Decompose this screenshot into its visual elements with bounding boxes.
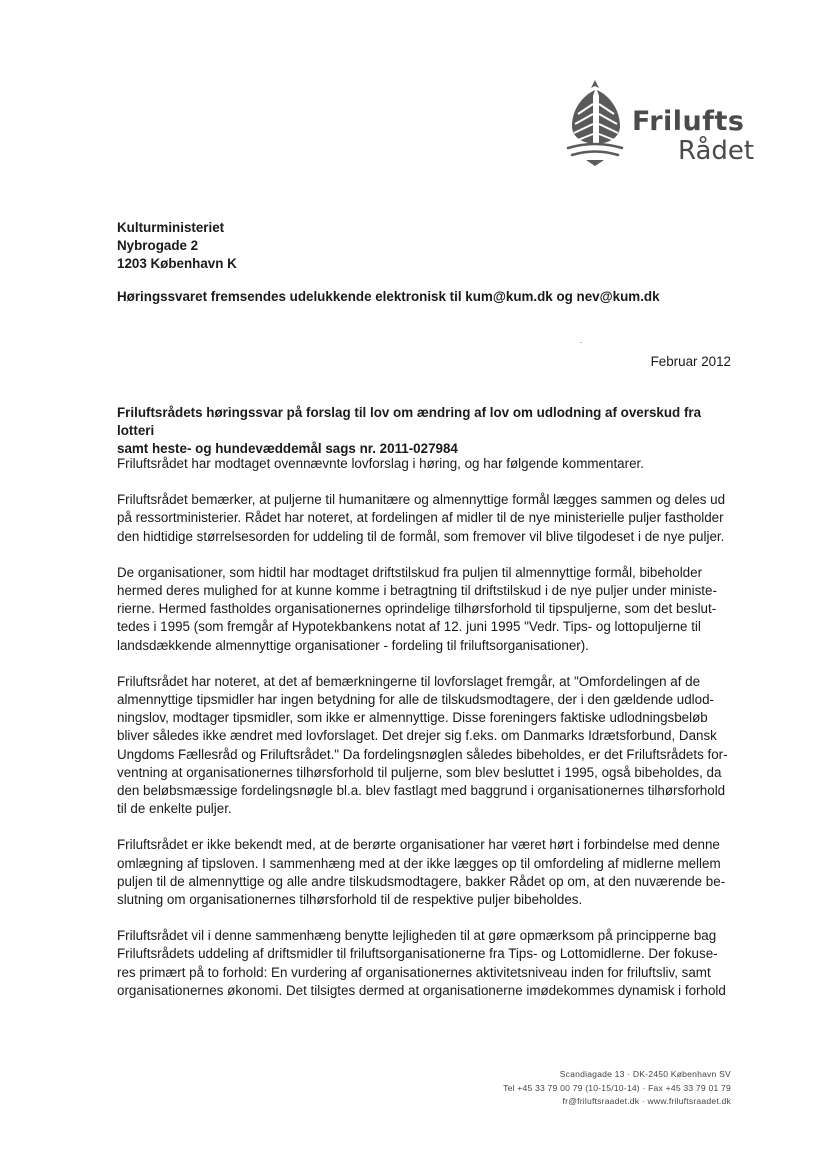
scan-speck: [580, 342, 582, 343]
paragraph: [117, 455, 737, 473]
body-line: den hidtidige størrelsesorden for uddeling til de formål, som fremover vil blive tilgodeset i de nye puljer.: [117, 528, 725, 544]
friluftsraadet-logo: [560, 76, 760, 176]
leaf-logo-icon: [560, 76, 630, 166]
logo-text-raadet: Rådet: [678, 136, 755, 166]
subject-line: Friluftsrådets høringssvar på forslag til lov om ændring af lov om udlodning af overskud fra lotteri: [117, 405, 702, 438]
body-line: landsdækkende almennyttige organisationer - fordeling til friluftsorganisationer).: [117, 637, 589, 653]
footer-phone: Tel +45 33 79 00 79 (10-15/10-14) · Fax +45 33 79 01 79: [503, 1082, 731, 1093]
body-line: hermed deres mulighed for at kunne komme i betragtning til driftstilskud i de nye puljer under ministe-: [117, 583, 717, 599]
body-line: den beløbsmæssige fordelingsnøgle bl.a. blev fastlagt med baggrund i organisationernes tilhørsforhold: [117, 783, 726, 799]
recipient-city: 1203 København K: [117, 256, 237, 271]
paragraph: [117, 564, 737, 655]
letter-body: [117, 455, 737, 1018]
letter-subject: [117, 404, 717, 458]
submission-notice: Høringssvaret fremsendes udelukkende elektronisk til kum@kum.dk og nev@kum.dk: [117, 289, 660, 304]
paragraph: [117, 673, 737, 819]
subject-line: samt heste- og hundevæddemål sags nr. 2011-027984: [117, 441, 458, 456]
body-line: Friluftsrådet bemærker, at puljerne til humanitære og almennyttige formål lægges sammen og deles ud: [117, 492, 726, 508]
body-line: tedes i 1995 (som fremgår af Hypotekbankens notat af 12. juni 1995 "Vedr. Tips- og lottopuljerne til: [117, 619, 701, 635]
paragraph: [117, 927, 737, 1000]
body-line: ventning at organisationernes tilhørsforhold til puljerne, som blev besluttet i 1995, også bibeholdes, da: [117, 764, 722, 780]
footer-contact: fr@friluftsraadet.dk · www.friluftsraadet.dk: [562, 1096, 731, 1106]
body-line: Friluftsrådet er ikke bekendt med, at de berørte organisationer har været hørt i forbindelse med denne: [117, 837, 720, 853]
body-line: på ressortministerier. Rådet har noteret, at fordelingen af midler til de nye ministerielle puljer fastholder: [117, 510, 724, 526]
body-line: rierne. Hermed fastholdes organisationernes oprindelige tilhørsforhold til tipspuljerne, som det beslut-: [117, 601, 717, 617]
body-line: Friluftsrådet har noteret, at det af bemærkningerne til lovforslaget fremgår, at "Omfordelingen af de: [117, 673, 701, 689]
body-line: Friluftsrådet har modtaget ovennævnte lovforslag i høring, og har følgende kommentarer.: [117, 456, 644, 471]
body-line: De organisationer, som hidtil har modtaget driftstilskud fra puljen til almennyttige formål, bibeholder: [117, 564, 703, 580]
body-line: organisationernes økonomi. Det tilsigtes dermed at organisationerne imødekommes dynamisk i forhold: [117, 982, 726, 998]
body-line: puljen til de almennyttige og alle andre tilskudsmodtagere, bakker Rådet op om, at den nuværende be-: [117, 873, 726, 889]
body-line: almennyttige tipsmidler har ingen betydning for alle de tilskudsmodtagere, der i den gældende udlod-: [117, 692, 714, 708]
footer-address: Scandiagade 13 · DK-2450 København SV: [559, 1069, 731, 1079]
body-line: Friluftsrådet vil i denne sammenhæng benytte lejligheden til at gøre opmærksom på principperne bag: [117, 928, 717, 944]
body-line: res primært på to forhold: En vurdering af organisationernes aktivitetsniveau inden for friluftsliv, samt: [117, 964, 711, 980]
body-line: til de enkelte puljer.: [117, 801, 232, 817]
body-line: ningslov, modtager tipsmidler, som ikke er almennyttige. Disse foreningers faktiske udlodningsbeløb: [117, 710, 708, 726]
recipient-address: [117, 219, 237, 273]
recipient-street: Nybrogade 2: [117, 238, 199, 253]
recipient-name: Kulturministeriet: [117, 220, 225, 235]
body-line: Ungdoms Fællesråd og Friluftsrådet." Da fordelingsnøglen således bibeholdes, er det Friluftsrådets for-: [117, 746, 728, 762]
body-line: slutning om organisationernes tilhørsforhold til de respektive puljer bibeholdes.: [117, 892, 583, 908]
paragraph: [117, 836, 737, 909]
logo-text-frilufts: Frilufts: [632, 106, 745, 137]
letter-footer: [503, 1068, 731, 1109]
body-line: Friluftsrådets uddeling af driftsmidler til friluftsorganisationerne fra Tips- og Lottomidlerne. Der fokuse-: [117, 946, 718, 962]
body-line: omlægning af tipsloven. I sammenhæng med at der ikke lægges op til omfordeling af midlerne mellem: [117, 855, 721, 871]
body-line: bliver således ikke ændret med lovforslaget. Det drejer sig f.eks. om Danmarks Idrætsforbund, Dansk: [117, 728, 717, 744]
paragraph: [117, 491, 737, 546]
letter-date: Februar 2012: [650, 354, 731, 369]
